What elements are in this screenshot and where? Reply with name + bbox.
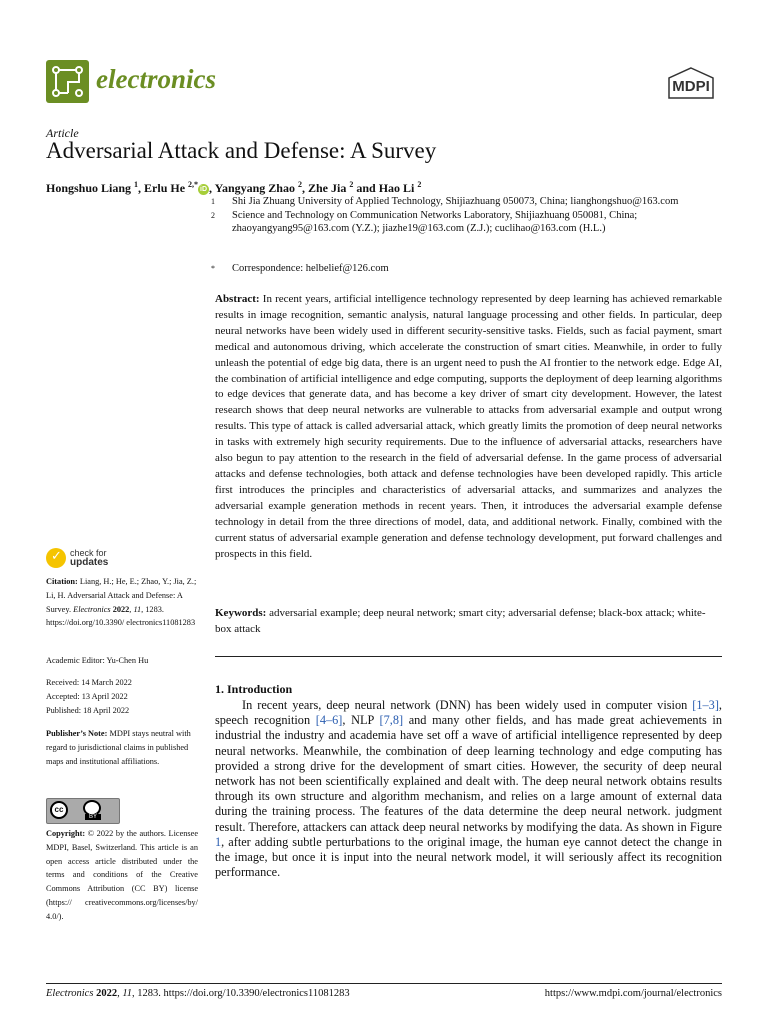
author-sup: 2,* bbox=[188, 180, 199, 189]
author-sup: 1 bbox=[134, 180, 139, 189]
author-list: Hongshuo Liang $^1$, Erlu He $^{2,*}$iD , Yangyang Zhao $^2$, Zhe Jia $^2$ and Hao Li $^2$ bbox=[46, 180, 422, 195]
cc-by-license-icon[interactable] bbox=[46, 798, 120, 824]
intro-paragraph: In recent years, deep neural network (DNN) has been widely used in computer vision [1–3], speech recognition [4–6], NLP [7,8] and many other fields, and has made great achievements in industrial the industry and academia have set off a wave of artificial intelligence represented by deep neural networks. Meanwhile, the combination of deep learning technology and edge computing has provided a strong drive for the development of smart cities. However, the security of deep neural network has not been scientifically explained and dealt with. The deep neural network obtains results through its own structure and algorithm mechanism, and relies on a large amount of external data during the training process. The features of the data determine the deep neural network. judgment result. Therefore, attackers can attack deep neural networks by modifying the data. As shown in Figure 1, after adding subtle perturbations to the original image, the human eye cannot detect the change in the image, but once it is input into the neural network model, it will seriously affect its recognition performance. bbox=[215, 698, 722, 880]
affiliation-mark: * bbox=[211, 264, 215, 273]
check-icon: ✓ bbox=[46, 548, 66, 568]
abstract bbox=[215, 292, 722, 562]
keywords-label: Keywords: bbox=[215, 607, 267, 619]
received-date: Received: 14 March 2022 bbox=[46, 678, 132, 687]
footer-citation: Electronics 2022, 11, 1283. https://doi.org/10.3390/electronics11081283 bbox=[46, 988, 350, 999]
keywords-text: adversarial example; deep neural network; smart city; adversarial defense; black-box attack; white-box attack bbox=[215, 607, 706, 635]
affiliation-text: Science and Technology on Communication Networks Laboratory, Shijiazhuang 050081, China; zhaoyangyang95@163.com (Y.Z.); jiazhe19@163.com (Z.J.); cuclihao@163.com (H.L.) bbox=[232, 210, 638, 234]
figure-link[interactable]: 1 bbox=[215, 834, 222, 849]
keywords bbox=[215, 606, 722, 638]
academic-editor: Academic Editor: Yu-Chen Hu bbox=[46, 656, 149, 665]
abstract-text: In recent years, artificial intelligence technology represented by deep learning has achieved remarkable results in image recognition, semantic analysis, natural language processing and other fields. In particular, deep neural networks have been widely used in different security-sensitive tasks. Fields, such as facial payment, smart medical and autonomous driving, which accelerate the construction of smart cities. Meanwhile, in order to fully unleash the potential of edge big data, there is an urgent need to push the AI frontier to the network edge. Edge AI, the combination of artificial intelligence and edge computing, supports the deployment of deep learning algorithms to edge devices that generate data, and has become a key driver of smart city development. However, the latest research shows that deep neural networks are vulnerable to attacks from adversarial example and output wrong results. This type of attack is called adversarial attack, which greatly limits the promotion of deep neural networks in tasks with extremely high security requirements. Due to the influence of adversarial attacks, researchers have also begun to pay attention to the research in the field of adversarial defense. In the game process of adversarial attacks and defense technologies, both attack and defense technologies have been developed rapidly. This article first introduces the principles and characteristics of adversarial attacks, and summarizes and analyzes the adversarial example generation methods in recent years. Then, it introduces the adversarial example defense technology in detail from the three directions of model, data, and additional network. Finally, combined with the current status of adversarial example generation and defense technology development, put forward challenges and prospects in this field. bbox=[215, 293, 722, 560]
mdpi-logo bbox=[666, 66, 716, 100]
affiliation bbox=[211, 262, 734, 275]
author-name: Yangyang Zhao bbox=[214, 181, 295, 195]
footer-divider bbox=[46, 983, 722, 984]
check-for-updates-button[interactable]: ✓ check for updates bbox=[46, 548, 136, 570]
citation-link[interactable]: [7,8] bbox=[379, 713, 404, 728]
publisher-note: Publisher’s Note: MDPI stays neutral with regard to jurisdictional claims in published maps and institutional affiliations. bbox=[46, 729, 191, 766]
citation-link[interactable]: [1–3] bbox=[692, 698, 719, 712]
author-name: Hao Li bbox=[378, 181, 415, 195]
journal-logo-icon bbox=[46, 60, 89, 103]
section-title: 1. Introduction bbox=[215, 682, 293, 696]
affiliation-text: Shi Jia Zhuang University of Applied Technology, Shijiazhuang 050073, China; lianghongshuo@163.com bbox=[232, 196, 679, 207]
publisher-name: MDPI bbox=[672, 78, 710, 95]
article-title: Adversarial Attack and Defense: A Survey bbox=[46, 138, 437, 163]
by-label: BY bbox=[85, 814, 101, 820]
citation-link[interactable]: [4–6] bbox=[315, 713, 343, 728]
cc-icon: cc bbox=[50, 801, 68, 819]
citation: Citation: Liang, H.; He, E.; Zhao, Y.; Jia, Z.; Li, H. Adversarial Attack and Defense: A Survey. Electronics 2022, 11, 1283. https://doi.org/10.3390/ electronics11081283 bbox=[46, 577, 197, 628]
affiliation bbox=[211, 209, 734, 235]
copyright: Copyright: © 2022 by the authors. Licensee MDPI, Basel, Switzerland. This article is an open access article distributed under the terms and conditions of the Creative Commons Attribution (CC BY) license (https:// creativecommons.org/licenses/by/ 4.0/). bbox=[46, 829, 199, 921]
orcid-icon[interactable]: iD bbox=[200, 185, 208, 193]
author-name: Zhe Jia bbox=[307, 181, 347, 195]
author-name: Erlu He bbox=[144, 181, 186, 195]
accepted-date: Accepted: 13 April 2022 bbox=[46, 692, 128, 701]
published-date: Published: 18 April 2022 bbox=[46, 706, 130, 715]
affiliation-mark: 2 bbox=[211, 211, 215, 220]
affiliation bbox=[211, 195, 734, 208]
abstract-label: Abstract: bbox=[215, 293, 260, 305]
journal-url-link[interactable]: https://www.mdpi.com/journal/electronics bbox=[544, 988, 722, 999]
divider bbox=[215, 656, 722, 657]
author-sup: 2 bbox=[349, 180, 354, 189]
affiliation-text: Correspondence: helbelief@126.com bbox=[232, 263, 389, 274]
author-sup: 2 bbox=[417, 180, 422, 189]
author-sup: 2 bbox=[297, 180, 302, 189]
affiliation-mark: 1 bbox=[211, 197, 215, 206]
journal-name: electronics bbox=[96, 64, 216, 94]
article-type: Article bbox=[46, 126, 79, 140]
author-name: Hongshuo Liang bbox=[46, 181, 132, 195]
